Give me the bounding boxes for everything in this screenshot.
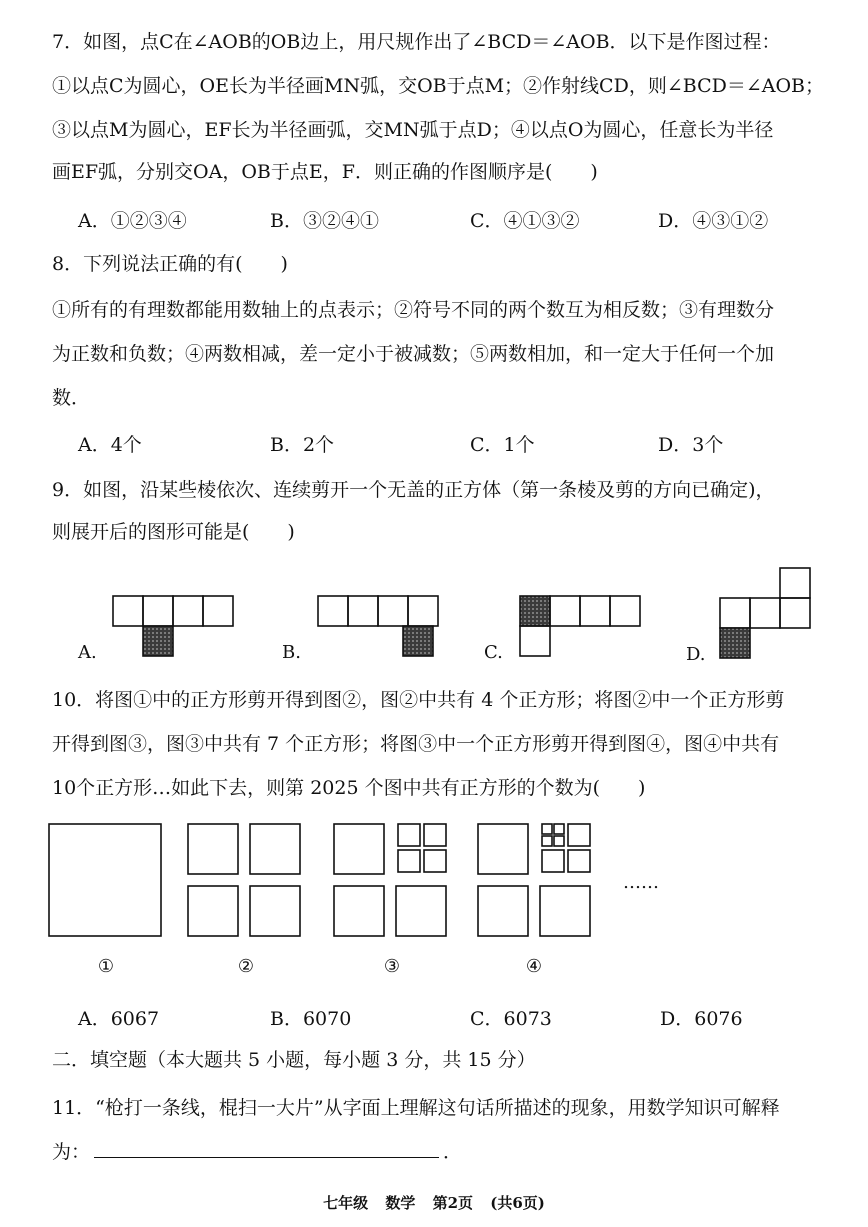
q9-figure-b [318, 596, 438, 656]
q10-figure-2-label: ② [237, 956, 255, 977]
q8-option-b: B．2个 [270, 434, 335, 456]
q9-figure-c [520, 596, 640, 656]
q11-line-1: 11．“枪打一条线，棍扫一大片”从字面上理解这句话所描述的现象，用数学知识可解释 [52, 1097, 780, 1119]
q9-figure-a [113, 596, 233, 656]
q9-line-2: 则展开后的图形可能是( ) [52, 521, 295, 543]
q8-option-d: D．3个 [658, 434, 724, 456]
q7-line-4: 画EF弧，分别交OA，OB于点E，F．则正确的作图顺序是( ) [52, 161, 598, 183]
q10-option-b: B．6070 [270, 1008, 352, 1030]
q9-cube-net-figures [0, 560, 868, 670]
q8-options [78, 430, 838, 458]
q10-figure-3 [334, 824, 446, 936]
q10-option-a: A．6067 [78, 1008, 160, 1030]
q10-figure-1 [49, 824, 161, 936]
q10-figure-4 [478, 824, 590, 936]
footer-total-pages: (共6页) [490, 1194, 545, 1212]
q7-option-c: C．④①③② [470, 210, 580, 232]
q8-line-4: 数． [52, 387, 91, 409]
q10-line-3: 10个正方形…如此下去，则第 2025 个图中共有正方形的个数为( ) [52, 777, 646, 799]
q7-line-1: 7．如图，点C在∠AOB的OB边上，用尺规作出了∠BCD＝∠AOB．以下是作图过程： [52, 31, 781, 53]
footer-grade: 七年级 [323, 1194, 369, 1212]
q7-option-b: B．③②④① [270, 210, 379, 232]
q11-line-2 [52, 1138, 832, 1166]
q7-options [78, 206, 838, 234]
q10-square-figures [0, 818, 868, 980]
q10-figure-4-label: ④ [525, 956, 543, 977]
page-footer [0, 1192, 868, 1213]
q8-option-a: A．4个 [78, 434, 142, 456]
q8-option-c: C．1个 [470, 434, 535, 456]
q10-option-d: D．6076 [660, 1008, 743, 1030]
q9-figure-d-label: D. [686, 644, 706, 665]
q11-line-2-text: 为： [52, 1141, 91, 1163]
section-2-heading: 二．填空题（本大题共 5 小题，每小题 3 分，共 15 分） [52, 1049, 536, 1071]
q9-figure-b-label: B. [282, 642, 301, 663]
q10-line-1: 10．将图①中的正方形剪开得到图②，图②中共有 4 个正方形；将图②中一个正方形剪 [52, 689, 785, 711]
q7-option-a: A．①②③④ [78, 210, 187, 232]
q8-line-1: 8．下列说法正确的有( ) [52, 253, 288, 275]
q9-line-1: 9．如图，沿某些棱依次、连续剪开一个无盖的正方体（第一条棱及剪的方向已确定)， [52, 479, 775, 501]
q10-option-c: C．6073 [470, 1008, 552, 1030]
q7-line-3: ③以点M为圆心，EF长为半径画弧，交MN弧于点D；④以点O为圆心，任意长为半径 [52, 119, 774, 141]
q8-line-2: ①所有的有理数都能用数轴上的点表示；②符号不同的两个数互为相反数；③有理数分 [52, 299, 775, 321]
q9-figure-a-label: A. [78, 642, 97, 663]
q8-line-3: 为正数和负数；④两数相减，差一定小于被减数；⑤两数相加，和一定大于任何一个加 [52, 343, 775, 365]
q7-line-2: ①以点C为圆心，OE长为半径画MN弧，交OB于点M；②作射线CD，则∠BCD＝∠AOB； [52, 75, 825, 97]
q10-figure-3-label: ③ [383, 956, 401, 977]
q10-figure-2 [188, 824, 300, 936]
footer-subject: 数学 [385, 1194, 416, 1212]
q10-options [78, 1004, 838, 1032]
q11-end-mark: ． [443, 1141, 463, 1163]
q11-answer-blank[interactable] [94, 1139, 439, 1158]
q9-figure-d [720, 568, 810, 658]
q9-figure-c-label: C. [484, 642, 503, 663]
q10-ellipsis: …… [623, 872, 659, 893]
footer-page-number: 第2页 [432, 1194, 474, 1212]
q7-option-d: D．④③①② [658, 210, 769, 232]
q10-line-2: 开得到图③，图③中共有 7 个正方形；将图③中一个正方形剪开得到图④，图④中共有 [52, 733, 780, 755]
q10-figure-1-label: ① [97, 956, 115, 977]
